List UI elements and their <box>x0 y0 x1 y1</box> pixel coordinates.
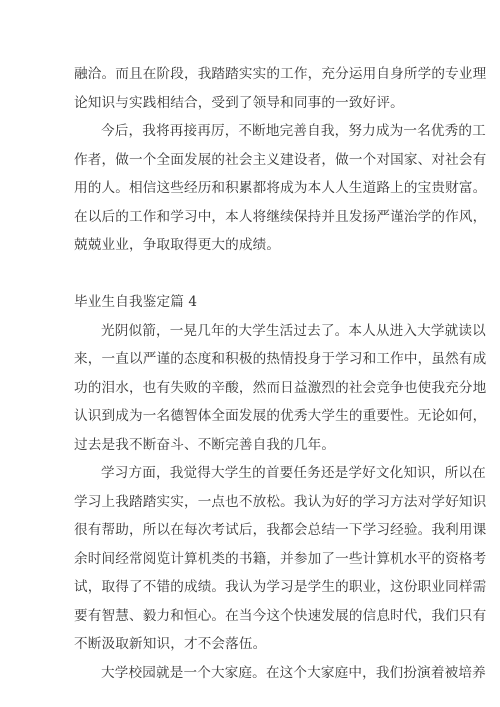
paragraph-4-line-5: 试，取得了不错的成绩。我认为学习是学生的职业，这份职业同样需 <box>74 579 487 595</box>
paragraph-3-line-2: 来，一直以严谨的态度和积极的热情投身于学习和工作中，虽然有成 <box>74 351 487 367</box>
paragraph-4-line-7: 不断汲取新知识，才不会落伍。 <box>74 636 267 652</box>
paragraph-4-line-4: 余时间经常阅览计算机类的书籍，并参加了一些计算机水平的资格考 <box>74 551 487 567</box>
paragraph-2-line-5: 兢兢业业，争取取得更大的成绩。 <box>74 237 281 253</box>
paragraph-3-line-1: 光阴似箭，一晃几年的大学生活过去了。本人从进入大学就读以 <box>101 323 486 339</box>
paragraph-1-line-1: 融洽。而且在阶段，我踏踏实实的工作，充分运用自身所学的专业理 <box>74 66 487 82</box>
paragraph-4-line-3: 很有帮助，所以在每次考试后，我都会总结一下学习经验。我利用课 <box>74 522 487 538</box>
paragraph-5-line-1: 大学校园就是一个大家庭。在这个大家庭中，我们扮演着被培养 <box>101 665 486 681</box>
paragraph-1-line-2: 论知识与实践相结合，受到了领导和同事的一致好评。 <box>74 95 404 111</box>
paragraph-4-line-2: 学习上我踏踏实实，一点也不放松。我认为好的学习方法对学好知识 <box>74 494 487 510</box>
paragraph-4-line-1: 学习方面，我觉得大学生的首要任务还是学好文化知识，所以在 <box>101 465 486 481</box>
paragraph-2-line-1: 今后，我将再接再厉，不断地完善自我，努力成为一名优秀的工 <box>101 123 486 139</box>
section-heading: 毕业生自我鉴定篇 4 <box>74 294 198 310</box>
paragraph-4-line-6: 要有智慧、毅力和恒心。在当今这个快速发展的信息时代，我们只有 <box>74 608 487 624</box>
paragraph-2-line-4: 在以后的工作和学习中，本人将继续保持并且发扬严谨治学的作风， <box>74 209 487 225</box>
paragraph-2-line-2: 作者，做一个全面发展的社会主义建设者，做一个对国家、对社会有 <box>74 152 487 168</box>
paragraph-3-line-4: 认识到成为一名德智体全面发展的优秀大学生的重要性。无论如何， <box>74 408 487 424</box>
paragraph-3-line-3: 功的泪水，也有失败的辛酸，然而日益激烈的社会竞争也使我充分地 <box>74 380 487 396</box>
paragraph-2-line-3: 用的人。相信这些经历和积累都将成为本人人生道路上的宝贵财富。 <box>74 180 487 196</box>
paragraph-3-line-5: 过去是我不断奋斗、不断完善自我的几年。 <box>74 437 336 453</box>
